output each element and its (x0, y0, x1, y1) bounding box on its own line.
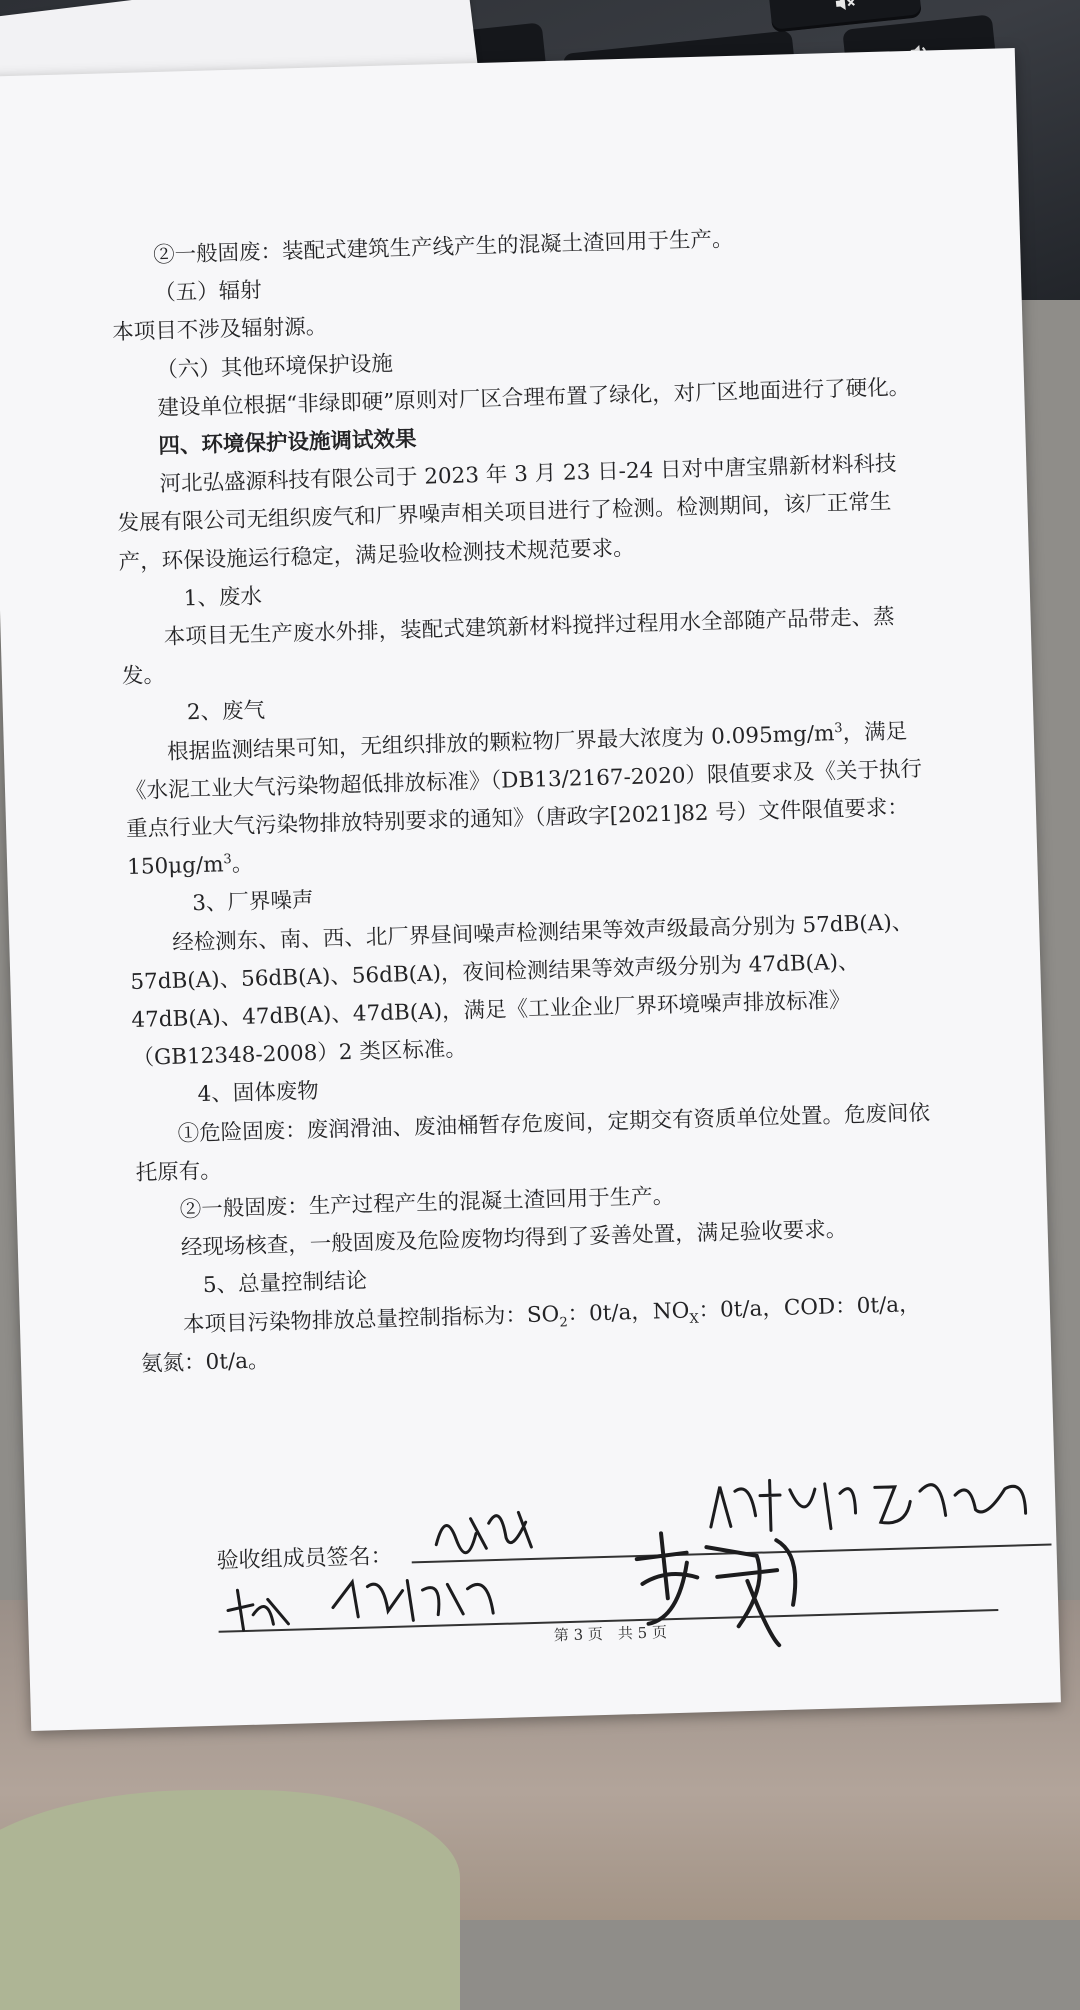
section-heading: （六）其他环境保护设施 (156, 351, 394, 383)
page-number: 第 3 页 共 5 页 (553, 1623, 668, 1645)
subsection-heading: 2、废气 (186, 698, 266, 726)
speaker-mute-icon (833, 0, 857, 13)
text-line: ②一般固废：装配式建筑生产线产生的混凝土渣回用于生产。 (152, 226, 734, 269)
sleeve (0, 1790, 460, 2010)
handwritten-signature (430, 1502, 542, 1565)
text-line: ②一般固废：生产过程产生的混凝土渣回用于生产。 (179, 1183, 675, 1223)
handwritten-signature (327, 1568, 499, 1633)
chapter-heading: 四、环境保护设施调试效果 (158, 426, 417, 460)
handwritten-signature (222, 1584, 293, 1636)
section-heading: （五）辐射 (153, 278, 263, 307)
subsection-heading: 5、总量控制结论 (202, 1268, 368, 1299)
paragraph: 河北弘盛源科技有限公司于 2023 年 3 月 23 日-24 日对中唐宝鼎新材料科技发展有限公司无组织废气和厂界噪声相关项目进行了检测。检测期间，该厂正常生产，环保设施运行稳定，满足验收检测技术规范要求。 (117, 451, 897, 575)
subsection-heading: 1、废水 (183, 584, 263, 612)
text-line: 经现场核查，一般固废及危险废物均得到了妥善处置，满足验收要求。 (180, 1217, 848, 1261)
document-page (0, 48, 1061, 1731)
document-body (110, 216, 942, 1384)
paragraph: 建设单位根据“非绿即硬”原则对厂区合理布置了绿化，对厂区地面进行了硬化。 (157, 374, 911, 421)
subsection-heading: 4、固体废物 (197, 1079, 320, 1108)
signature-label: 验收组成员签名： (216, 1543, 393, 1574)
handwritten-signature (626, 1524, 820, 1659)
paragraph: ①危险固废：废润滑油、废油桶暂存危废间，定期交有资质单位处置。危废间依托原有。 (135, 1100, 931, 1186)
subsection-heading: 3、厂界噪声 (191, 888, 314, 917)
paragraph: 本项目污染物排放总量控制指标为：$SO_2$：0t/a，$NO_X$：0t/a，COD：0t/a，氨氮：0t/a。 (140, 1291, 921, 1377)
text-line: 本项目不涉及辐射源。 (111, 314, 328, 346)
paragraph: 经检测东、南、西、北厂界昼间噪声检测结果等效声级最高分别为 57dB(A)、57dB(A)、56dB(A)、56dB(A)，夜间检测结果等效声级分别为 47dB(A)、47dB(A)、47dB(A)、47dB(A)，满足《工业企业厂界环境噪声排放标准》（GB12348-2008）2 类区标准。 (130, 909, 914, 1072)
paragraph: 本项目无生产废水外排，装配式建筑新材料搅拌过程用水全部随产品带走、蒸发。 (121, 604, 895, 690)
paragraph: 根据监测结果可知，无组织排放的颗粒物厂界最大浓度为 $0.095mg/m^3$，满足《水泥工业大气污染物超低排放标准》（DB13/2167-2020）限值要求及《关于执行重点行业大气污染物排放特别要求的通知》（唐政字[2021]82 号）文件限值要求：$150\mu g/m^3$。 (124, 718, 923, 881)
